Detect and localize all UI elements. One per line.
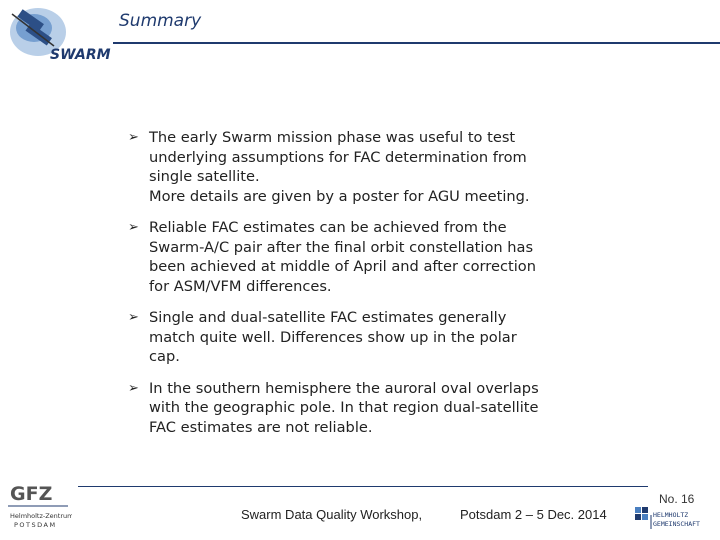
bullet-line: More details are given by a poster for AGU meeting. — [149, 187, 530, 205]
bullet-arrow-icon: ➢ — [128, 220, 139, 235]
bullet-line: single satellite. — [149, 168, 260, 185]
bullet-line: underlying assumptions for FAC determination from — [149, 148, 527, 166]
gfz-logo-icon — [6, 480, 72, 532]
bullet-line: Single and dual-satellite FAC estimates generally — [149, 309, 507, 326]
summary-bullet-list — [128, 128, 598, 449]
bullet-arrow-icon: ➢ — [128, 380, 139, 396]
svg-text:POTSDAM: POTSDAM — [14, 521, 57, 529]
bullet-line: In the southern hemisphere the auroral oval overlaps — [149, 379, 539, 397]
bullet-line: The early Swarm mission phase was useful to test — [149, 129, 516, 146]
bullet-line: cap. — [149, 348, 180, 365]
swarm-logo-icon — [4, 4, 112, 64]
svg-text:GEMEINSCHAFT: GEMEINSCHAFT — [653, 520, 700, 528]
bullet-arrow-icon: ➢ — [128, 310, 139, 325]
bullet-item — [128, 218, 598, 296]
bullet-line: been achieved at middle of April and after correction — [149, 258, 536, 275]
footer-divider — [78, 486, 648, 487]
svg-text:HELMHOLTZ: HELMHOLTZ — [653, 511, 689, 519]
gfz-logo — [6, 480, 72, 532]
title-divider — [113, 42, 720, 44]
bullet-line: match quite well. Differences show up in the polar — [149, 328, 517, 346]
footer-place-date: Potsdam 2 – 5 Dec. 2014 — [460, 507, 607, 522]
svg-text:SWARM: SWARM — [50, 47, 111, 63]
bullet-line: FAC estimates are not reliable. — [149, 418, 373, 436]
slide-title: Summary — [119, 11, 202, 31]
svg-text:Helmholtz-Zentrum: Helmholtz-Zentrum — [10, 512, 72, 520]
bullet-line: Swarm-A/C pair after the final orbit constellation has — [149, 238, 534, 256]
bullet-line: for ASM/VFM differences. — [149, 277, 332, 295]
helmholtz-logo — [633, 505, 715, 531]
bullet-item — [128, 128, 598, 206]
swarm-logo — [4, 4, 112, 64]
footer-event: Swarm Data Quality Workshop, — [241, 507, 423, 522]
svg-text:GFZ: GFZ — [10, 483, 53, 505]
bullet-item — [128, 308, 598, 367]
helmholtz-logo-icon — [633, 505, 715, 531]
bullet-line: Reliable FAC estimates can be achieved from the — [149, 219, 507, 236]
bullet-item — [128, 379, 598, 438]
page-number: No. 16 — [659, 492, 695, 506]
bullet-arrow-icon: ➢ — [128, 130, 139, 145]
bullet-line: with the geographic pole. In that region dual-satellite — [149, 399, 539, 416]
